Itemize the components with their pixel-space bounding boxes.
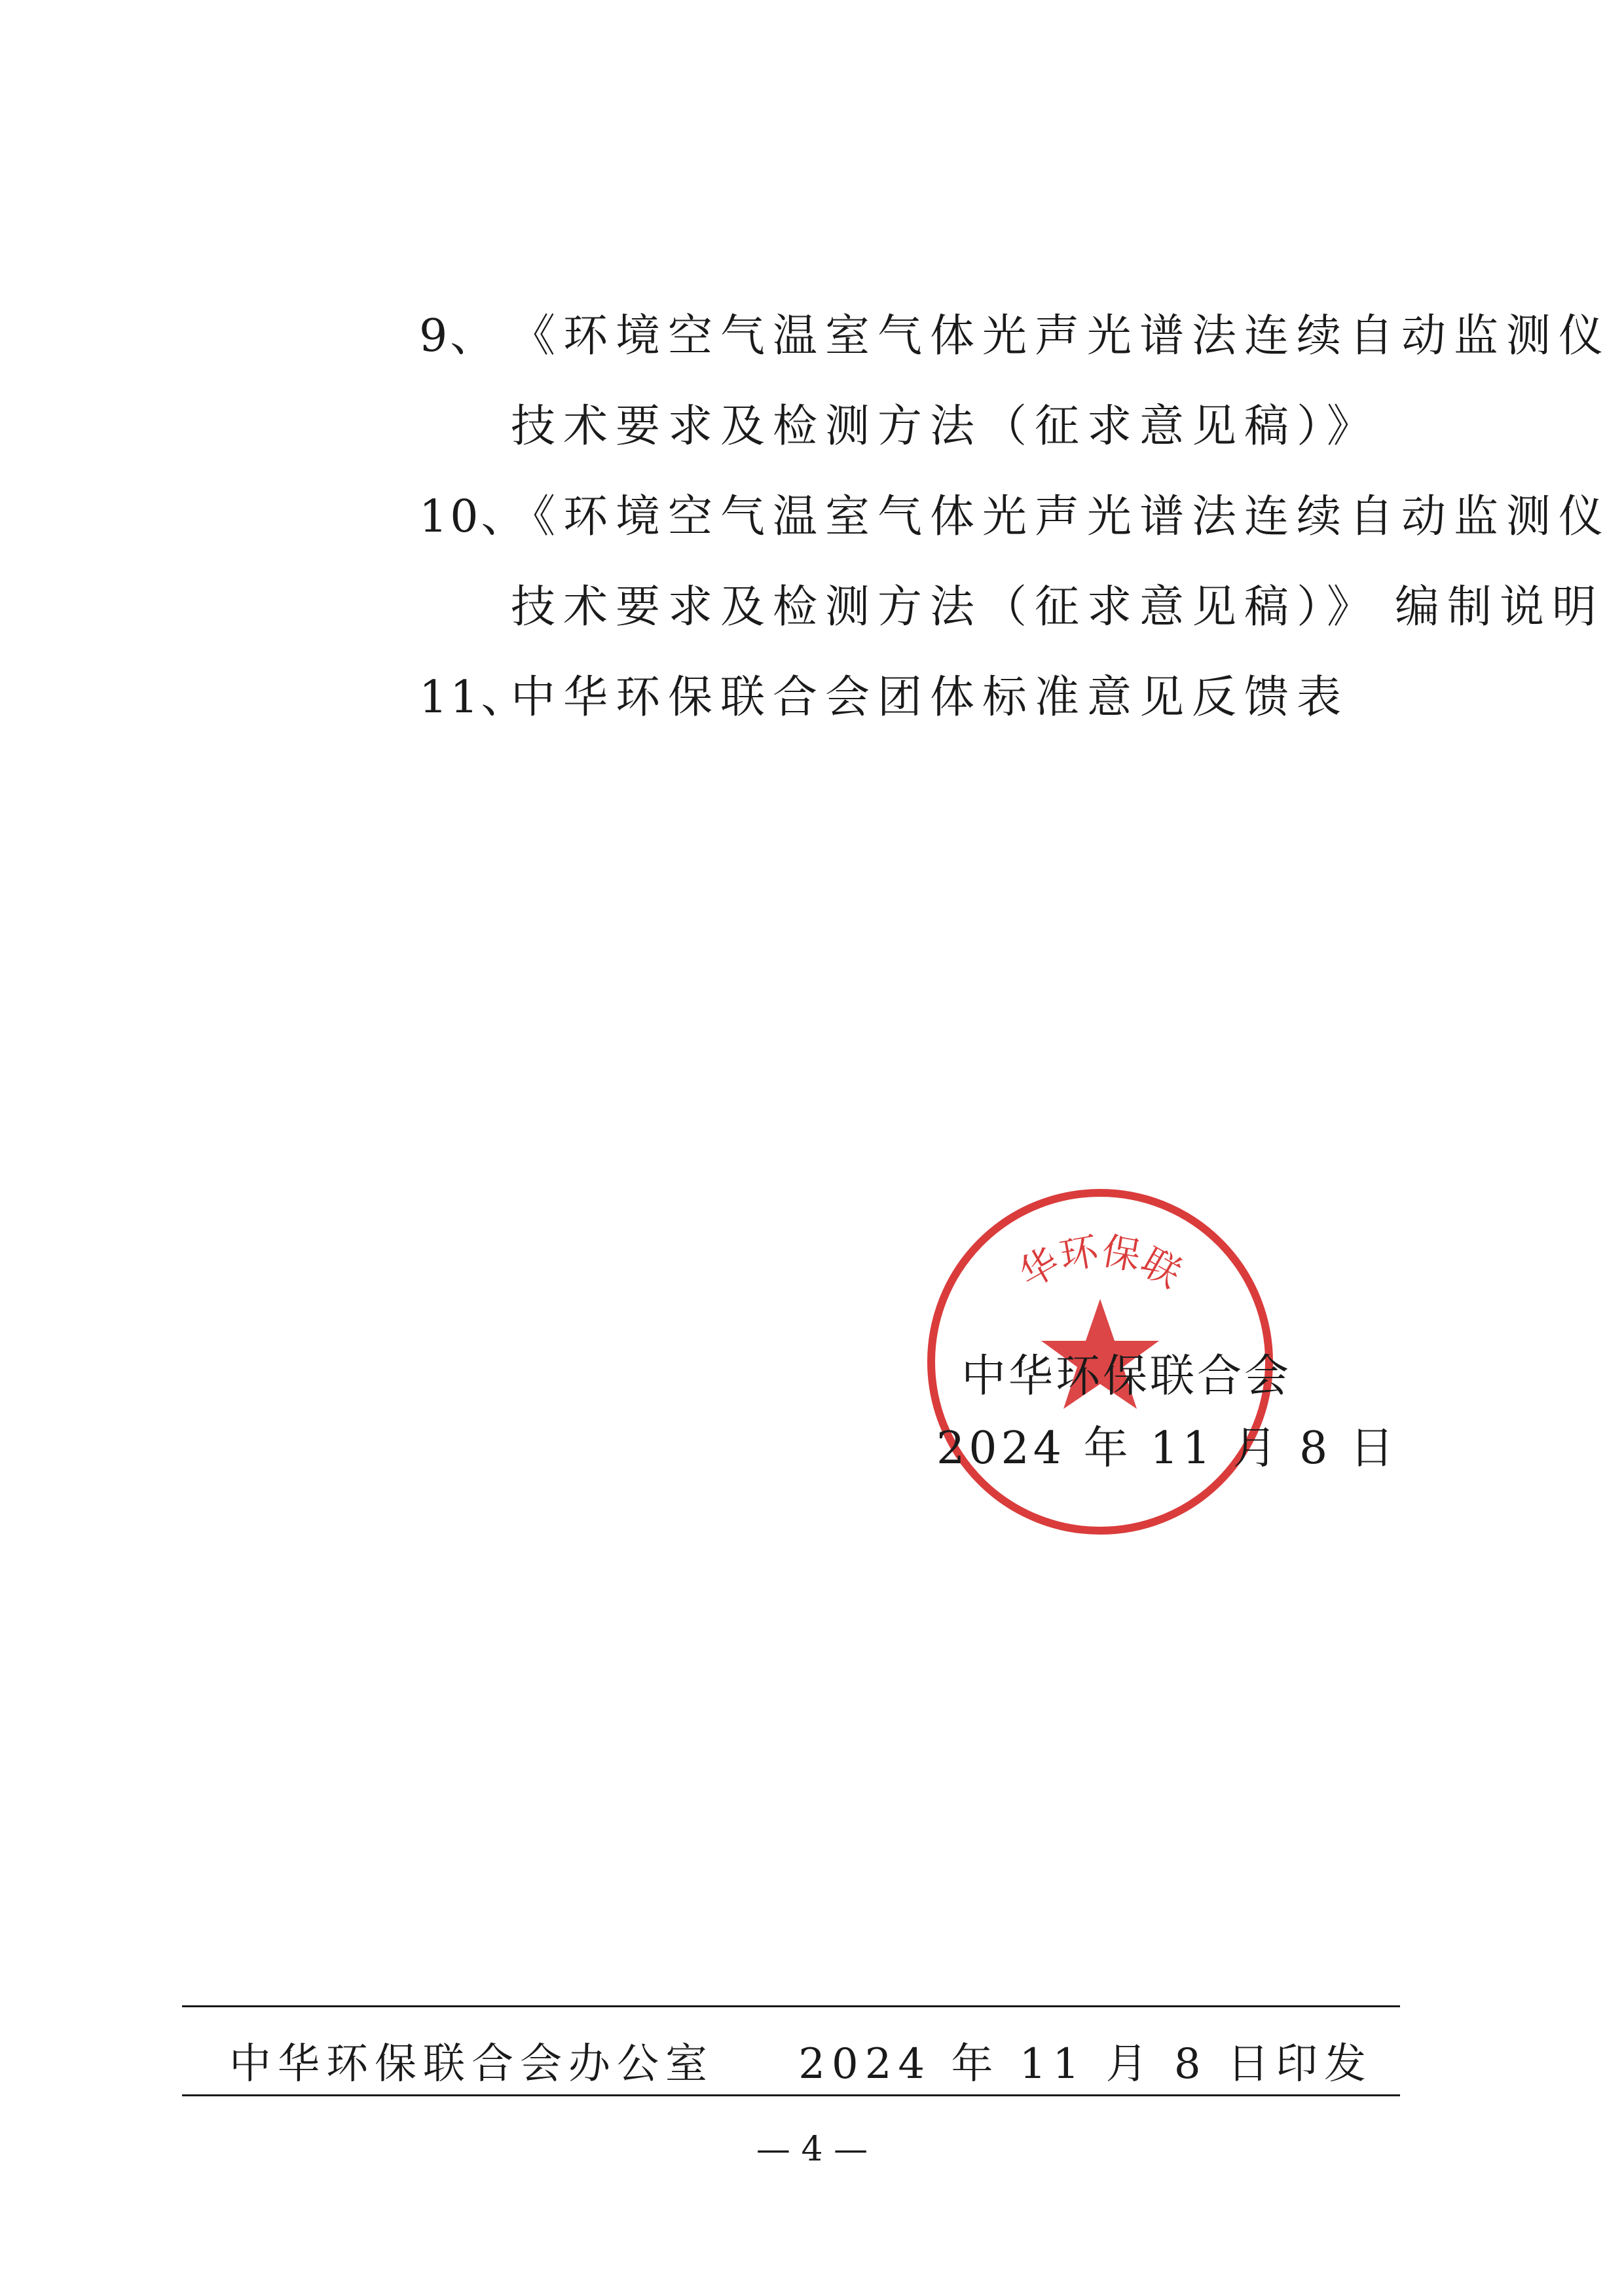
- issuance-block: [182, 2005, 1400, 2110]
- signature-date: 2024 年 11 月 8 日: [936, 1423, 1398, 1474]
- attachment-number: 11、: [419, 672, 528, 723]
- attachment-title: 《环境空气温室气体光声光谱法连续自动监测仪: [511, 491, 1612, 543]
- issuer-name: 中华环保联合会办公室: [229, 2040, 714, 2088]
- signature-block: [923, 1185, 1398, 1539]
- seal-arc-text: 华环保联: [1011, 1228, 1189, 1297]
- attachment-number: 9、: [419, 310, 498, 362]
- attachment-title-tail: 编制说明: [1395, 581, 1605, 633]
- issuance-top-rule: [182, 2005, 1400, 2007]
- attachment-number: 10、: [419, 491, 528, 543]
- attachment-title-continued: 技术要求及检测方法（征求意见稿）》: [511, 581, 1380, 633]
- signature-organization: 中华环保联合会: [961, 1351, 1292, 1402]
- issuance-bottom-rule: [182, 2094, 1400, 2096]
- issuance-date: 2024 年 11 月 8 日印发: [798, 2040, 1373, 2088]
- attachment-item-10-line1: [419, 491, 1612, 543]
- attachment-title: 《环境空气温室气体光声光谱法连续自动监测仪: [511, 310, 1612, 362]
- attachment-item-10-line2: [511, 581, 1605, 633]
- attachment-title-continued: 技术要求及检测方法（征求意见稿）》: [511, 401, 1380, 452]
- attachment-item-9-line2: [511, 401, 1380, 452]
- page-number: — 4 —: [756, 2130, 868, 2169]
- attachment-item-11: [419, 672, 1350, 723]
- attachment-title: 中华环保联合会团体标准意见反馈表: [511, 672, 1350, 723]
- attachment-item-9-line1: [419, 310, 1612, 362]
